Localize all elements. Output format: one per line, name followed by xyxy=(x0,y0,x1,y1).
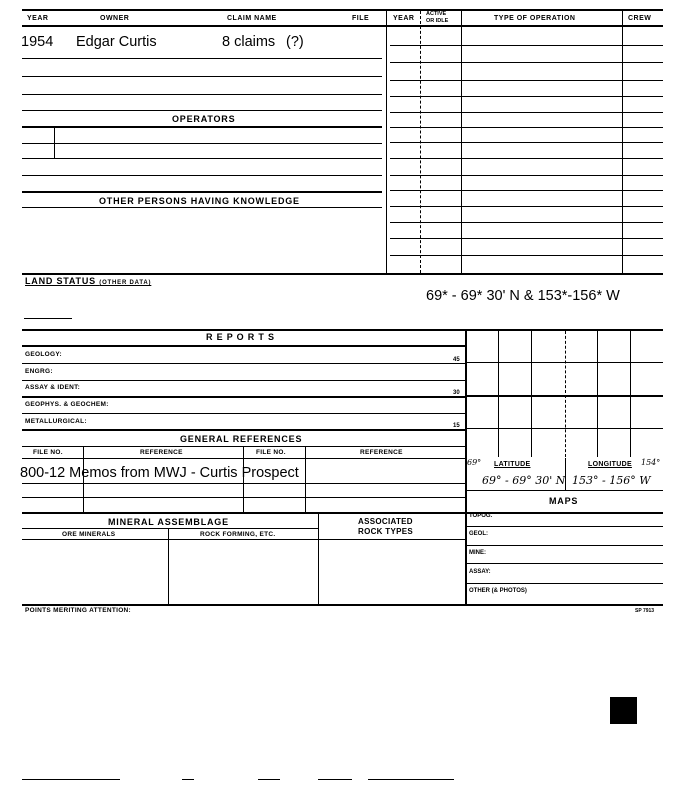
right-row-line xyxy=(390,255,663,256)
report-assay: ASSAY & IDENT: xyxy=(25,384,81,391)
row-line xyxy=(22,207,382,208)
associated-rock-types-1: ASSOCIATED xyxy=(358,517,413,526)
longitude-value: 153° - 156° W xyxy=(572,474,651,487)
right-row-line xyxy=(390,80,663,81)
grid-line xyxy=(565,331,566,457)
general-references-heading: GENERAL REFERENCES xyxy=(180,434,303,444)
row-line xyxy=(466,583,663,584)
mineral-header-rule xyxy=(22,539,466,540)
maps-heading: MAPS xyxy=(549,496,579,506)
ore-divider xyxy=(168,528,169,604)
references-bottom-rule xyxy=(22,512,663,514)
ore-minerals-label: ORE MINERALS xyxy=(62,531,116,538)
right-row-line xyxy=(390,112,663,113)
row-line xyxy=(466,526,663,527)
report-geology: GEOLOGY: xyxy=(25,351,62,358)
other-persons-rule xyxy=(22,191,382,193)
reports-sub-rule xyxy=(22,345,466,347)
grid-line xyxy=(597,331,598,457)
row-line xyxy=(22,58,382,59)
right-row-line xyxy=(390,127,663,128)
mineral-divider xyxy=(318,513,319,604)
row-line xyxy=(22,76,382,77)
header-rule xyxy=(22,25,663,27)
right-row-line xyxy=(390,175,663,176)
header-year: YEAR xyxy=(27,15,49,22)
entry-owner: Edgar Curtis xyxy=(76,34,157,50)
grid-line xyxy=(466,428,663,429)
reference-entry: 800-12 Memos from MWJ - Curtis Prospect xyxy=(20,465,299,481)
entry-note: (?) xyxy=(286,34,304,50)
form-number: SP 7913 xyxy=(635,608,655,614)
right-row-line xyxy=(390,142,663,143)
reports-rule xyxy=(22,329,663,331)
header-active: ACTIVE xyxy=(426,11,447,17)
right-row-line xyxy=(390,190,663,191)
points-rule xyxy=(22,604,663,606)
report-metallurgical: METALLURGICAL: xyxy=(25,418,87,425)
longitude-label: LONGITUDE xyxy=(588,461,632,468)
row-line xyxy=(22,110,382,111)
latlon-rule xyxy=(466,490,663,491)
grid-line xyxy=(630,331,631,457)
row-line xyxy=(466,545,663,546)
entry-claims: 8 claims xyxy=(222,34,276,50)
row-line xyxy=(466,563,663,564)
bottom-mark xyxy=(318,779,352,780)
points-meriting-heading: POINTS MERITING ATTENTION: xyxy=(25,607,132,614)
row-line xyxy=(22,497,465,498)
operators-rule xyxy=(22,126,382,128)
header-or-idle: OR IDLE xyxy=(426,18,449,24)
mineral-assemblage-heading: MINERAL ASSEMBLAGE xyxy=(108,517,229,527)
entry-year: 1954 xyxy=(21,34,54,50)
row-line xyxy=(22,143,382,144)
grid-line xyxy=(466,362,663,363)
row-line xyxy=(22,429,465,431)
right-row-line xyxy=(390,238,663,239)
land-status-heading: LAND STATUS (OTHER DATA) xyxy=(25,276,152,286)
land-status-text: 69* - 69* 30' N & 153*-156* W xyxy=(426,288,620,304)
grid-line xyxy=(531,331,532,457)
ref-reference-2: REFERENCE xyxy=(360,449,403,456)
bottom-mark xyxy=(368,779,454,780)
header-crew: CREW xyxy=(628,15,652,22)
map-geol: GEOL: xyxy=(469,531,488,537)
associated-rock-types-2: ROCK TYPES xyxy=(358,527,414,536)
header-type-of-operation: TYPE OF OPERATION xyxy=(494,15,576,22)
right-row-line xyxy=(390,45,663,46)
bottom-mark xyxy=(258,779,280,780)
ref-file-no: FILE NO. xyxy=(33,449,63,456)
latitude-value: 69° - 69° 30' N xyxy=(482,474,566,487)
operators-divider xyxy=(54,128,55,158)
mineral-rule xyxy=(22,528,318,529)
map-mine: MINE: xyxy=(469,550,486,556)
ref-divider xyxy=(305,446,306,512)
bottom-mark xyxy=(22,779,120,780)
grid-line xyxy=(498,331,499,457)
row-line xyxy=(22,94,382,95)
row-line xyxy=(22,363,465,364)
header-year-2: YEAR xyxy=(393,15,415,22)
right-row-line xyxy=(390,222,663,223)
row-line xyxy=(22,175,382,176)
rock-forming-label: ROCK FORMING, ETC. xyxy=(200,531,276,538)
reports-heading: R E P O R T S xyxy=(206,332,275,342)
header-claim-name: CLAIM NAME xyxy=(227,15,277,22)
scale-15: 15 xyxy=(453,423,460,429)
row-line xyxy=(22,380,465,381)
right-row-line xyxy=(390,158,663,159)
right-row-line xyxy=(390,62,663,63)
bottom-mark xyxy=(182,779,194,780)
land-status-rule xyxy=(22,273,663,275)
registration-mark xyxy=(610,697,637,724)
latitude-label: LATITUDE xyxy=(494,461,531,468)
scale-45: 45 xyxy=(453,357,460,363)
lon-hand-suffix: 154° xyxy=(641,458,661,467)
right-row-line xyxy=(390,206,663,207)
row-line xyxy=(22,483,465,484)
other-persons-heading: OTHER PERSONS HAVING KNOWLEDGE xyxy=(99,196,300,206)
lat-hand-prefix: 69° xyxy=(467,458,482,467)
header-owner: OWNER xyxy=(100,15,130,22)
row-line xyxy=(22,158,382,159)
ref-reference: REFERENCE xyxy=(140,449,183,456)
row-line xyxy=(22,396,465,398)
upper-divider xyxy=(386,11,387,273)
right-row-line xyxy=(390,96,663,97)
report-engrg: ENGRG: xyxy=(25,368,53,375)
row-line xyxy=(22,413,465,414)
map-other: OTHER (& PHOTOS) xyxy=(469,588,527,594)
header-file: FILE xyxy=(352,15,370,22)
grid-line xyxy=(466,395,663,397)
operators-heading: OPERATORS xyxy=(172,114,236,124)
scale-30: 30 xyxy=(453,390,460,396)
ref-file-no-2: FILE NO. xyxy=(256,449,286,456)
land-status-mark xyxy=(24,318,72,319)
report-geophys: GEOPHYS. & GEOCHEM: xyxy=(25,401,109,408)
map-topog: TOPOG. xyxy=(469,513,493,519)
top-border xyxy=(22,9,663,11)
map-assay: ASSAY: xyxy=(469,569,491,575)
